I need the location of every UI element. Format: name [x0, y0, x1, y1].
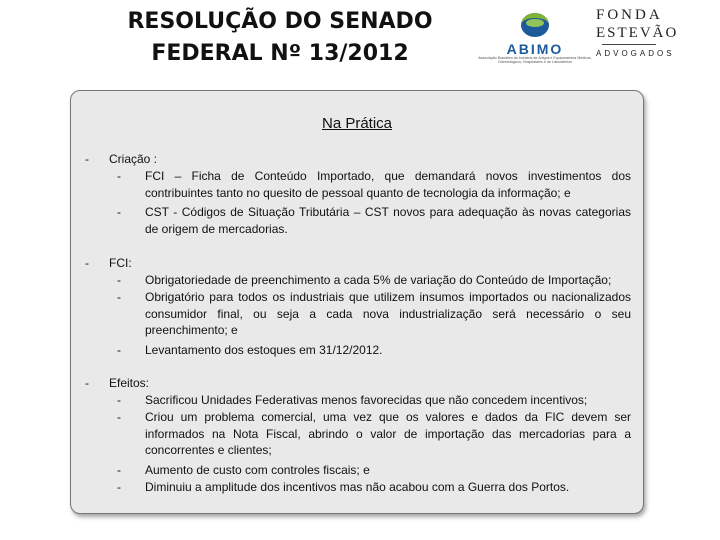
section-bullet: - [85, 376, 89, 390]
section-bullet: - [85, 256, 89, 270]
section-heading: Criação : [109, 152, 158, 166]
item-bullet: - [117, 410, 121, 424]
abimo-logo-mark [470, 10, 600, 56]
item-bullet: - [117, 393, 121, 407]
section-heading: FCI: [109, 256, 132, 270]
item-bullet: - [117, 463, 121, 477]
title-line-1: RESOLUÇÃO DO SENADO [127, 9, 433, 34]
panel-title: Na Prática [321, 115, 393, 132]
list-item: Diminuiu a amplitude dos incentivos mas não acabou com a Guerra dos Portos. [145, 480, 570, 494]
content-panel [70, 90, 644, 514]
section-bullet: - [85, 152, 89, 166]
item-bullet: - [117, 273, 121, 287]
slide-title [80, 6, 480, 70]
abimo-logo [470, 10, 600, 70]
list-item: Sacrificou Unidades Federativas menos favorecidas que não concedem incentivos; [145, 393, 588, 407]
logo-line-fonda: FONDA [596, 7, 663, 23]
section-heading: Efeitos: [109, 376, 150, 390]
item-bullet: - [117, 480, 121, 494]
item-bullet: - [117, 290, 121, 304]
list-item: Levantamento dos estoques em 31/12/2012. [145, 343, 383, 357]
abimo-wordmark: ABIMO [506, 41, 564, 56]
item-bullet: - [117, 205, 121, 219]
logo-line-advogados: ADVOGADOS [596, 49, 675, 58]
list-item: Aumento de custo com controles fiscais; e [145, 463, 370, 477]
logo-line-estevao: ESTEVÃO [596, 25, 679, 41]
abimo-tagline: Associação Brasileira da Indústria de Artigos e Equipamentos Médicos, Odontológicos, Hospitalares e de Laboratórios [478, 56, 592, 65]
item-bullet: - [117, 343, 121, 357]
list-item: CST - Códigos de Situação Tributária – CST novos para adequação às novas categorias de origem de mercadorias. [145, 205, 631, 236]
list-item: Obrigatório para todos os industriais que utilizem insumos importados ou nacionalizados consumidor final, ou seja a cada nova industrialização será necessário o seu preenchimento; e [145, 290, 631, 337]
title-line-2: FEDERAL Nº 13/2012 [151, 41, 409, 66]
logo-divider [602, 44, 656, 45]
list-item: FCI – Ficha de Conteúdo Importado, que demandará novos investimentos dos contribuintes tanto no quesito de pessoal quanto de tecnologia da informação; e [145, 169, 631, 200]
list-item: Obrigatoriedade de preenchimento a cada 5% de variação do Conteúdo de Importação; [145, 273, 612, 287]
item-bullet: - [117, 169, 121, 183]
fonda-estevao-logo [596, 6, 679, 60]
list-item: Criou um problema comercial, uma vez que os valores e dados da FIC devem ser informados na Nota Fiscal, abrindo o valor de importação das mercadorias para a concorrentes e clientes; [145, 410, 631, 457]
